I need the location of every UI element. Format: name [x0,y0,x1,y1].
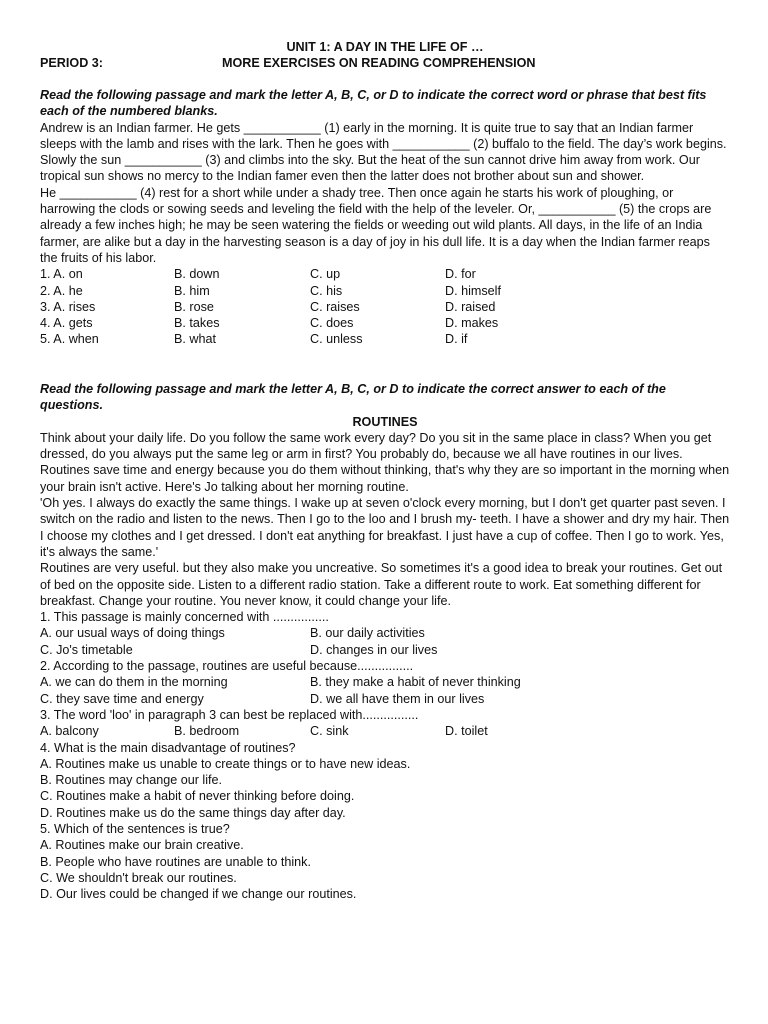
option-b: B. what [174,332,216,347]
question-1-options [40,625,730,641]
option-d: D. for [445,267,476,282]
option-a: 2. A. he [40,283,83,298]
option-a: 5. A. when [40,332,99,347]
question-3-stem: 3. The word 'loo' in paragraph 3 can best be replaced with................ [40,707,419,722]
option-c: C. Jo's timetable [40,642,133,657]
cloze-paragraph-2: He ___________ (4) rest for a short while under a shady tree. Then once again he starts his work of ploughing, or harrowing the clods or sowing seeds and leveling the field with the help of the leveler. Or, ___________ (5) the crops are already a few inches high; he may be seen watering the fields or weeding out wild plants. All days, in the life of an India farmer, are alike but a day in the harvesting season is a day of joy in his dull life. It is a day when the Indian farmer reaps the fruits of his labor. [40,185,712,265]
question-1-stem: 1. This passage is mainly concerned with ................ [40,610,329,625]
option-row [40,331,730,347]
option-a: 1. A. on [40,267,83,282]
passage-paragraph: 'Oh yes. I always do exactly the same things. I wake up at seven o'clock every morning, but I don't get quarter past seven. I switch on the radio and listen to the news. Then I go to the loo and I brush my- teeth. I have a shower and dry my hair. Then I choose my clothes and I get dressed. I don't eat anything for breakfast. I just have a cup of coffee. Then I go to work. Yes, it's always the same.' [40,496,730,559]
option-b: B. our daily activities [310,626,425,641]
option-c: C. they save time and energy [40,691,204,706]
option-a: 3. A. rises [40,299,96,314]
option-row [40,299,730,315]
option-c: C. Routines make a habit of never thinking before doing. [40,789,355,804]
option-c: C. up [310,267,341,282]
option-b: B. down [174,267,220,282]
option-b: B. they make a habit of never thinking [310,675,521,690]
option-b: B. him [174,283,210,298]
cloze-paragraph-1: Andrew is an Indian farmer. He gets ___________ (1) early in the morning. It is quite true to say that an Indian farmer sleeps with the lamb and rises with the lark. Then he goes with ___________ (2) buffalo to the field. The day’s work begins. Slowly the sun ___________ (3) and climbs into the sky. But the heat of the sun cannot drive him away from work. Our tropical sun shows no mercy to the Indian famer even then the latter does not brother about sun and shower. [40,120,727,184]
period-label: PERIOD 3: [40,56,103,70]
option-d: D. Routines make us do the same things day after day. [40,805,346,820]
option-a: A. our usual ways of doing things [40,626,225,641]
question-4-stem: 4. What is the main disadvantage of routines? [40,740,296,755]
option-a: A. balcony [40,724,99,739]
period-title: MORE EXERCISES ON READING COMPREHENSION [222,56,536,70]
option-b: B. bedroom [174,724,240,739]
cloze-section [40,87,730,348]
option-b: B. People who have routines are unable to think. [40,854,311,869]
option-row [40,283,730,299]
reading-section [40,381,730,903]
passage-title: ROUTINES [352,414,418,429]
question-3-options [40,723,730,739]
option-d: D. changes in our lives [310,642,438,657]
option-row [40,266,730,282]
period-header [40,55,730,72]
passage-paragraph: Think about your daily life. Do you follow the same work every day? Do you sit in the same place in class? When you get dressed, do you always put the same leg or arm in first? You probably do, because we all have routines in our lives. [40,430,712,462]
unit-title: UNIT 1: A DAY IN THE LIFE OF … [286,40,484,54]
option-d: D. Our lives could be changed if we change our routines. [40,887,357,902]
option-c: C. his [310,283,343,298]
option-d: D. raised [445,299,496,314]
question-5-stem: 5. Which of the sentences is true? [40,822,230,837]
question-1-options [40,642,730,658]
option-a: 4. A. gets [40,316,93,331]
option-d: D. we all have them in our lives [310,691,485,706]
option-c: C. We shouldn't break our routines. [40,870,237,885]
cloze-options [40,266,730,347]
option-b: B. Routines may change our life. [40,773,223,788]
option-b: B. takes [174,316,220,331]
option-d: D. makes [445,316,499,331]
passage-paragraph: Routines are very useful. but they also make you uncreative. So sometimes it's a good idea to break your routines. Get out of bed on the opposite side. Listen to a different radio station. Take a different route to work. Eat something different for breakfast. Change your routine. You never know, it could change your life. [40,561,723,608]
question-2-options [40,674,730,690]
option-d: D. himself [445,283,501,298]
option-d: D. toilet [445,724,488,739]
cloze-instruction: Read the following passage and mark the letter A, B, C, or D to indicate the correct word or phrase that best fits each of the numbered blanks. [40,88,707,119]
option-a: A. Routines make our brain creative. [40,838,244,853]
question-2-stem: 2. According to the passage, routines are useful because................ [40,659,414,674]
option-b: B. rose [174,299,214,314]
option-c: C. sink [310,724,349,739]
question-2-options [40,691,730,707]
reading-instruction: Read the following passage and mark the letter A, B, C, or D to indicate the correct answer to each of the questions. [40,382,666,413]
option-row [40,315,730,331]
option-a: A. we can do them in the morning [40,675,228,690]
option-a: A. Routines make us unable to create things or to have new ideas. [40,756,411,771]
option-c: C. unless [310,332,363,347]
option-c: C. does [310,316,354,331]
option-d: D. if [445,332,468,347]
passage-paragraph: Routines save time and energy because you do them without thinking, that's why they are so important in the morning when your brain isn't active. Here's Jo talking about her morning routine. [40,463,730,494]
option-c: C. raises [310,299,360,314]
